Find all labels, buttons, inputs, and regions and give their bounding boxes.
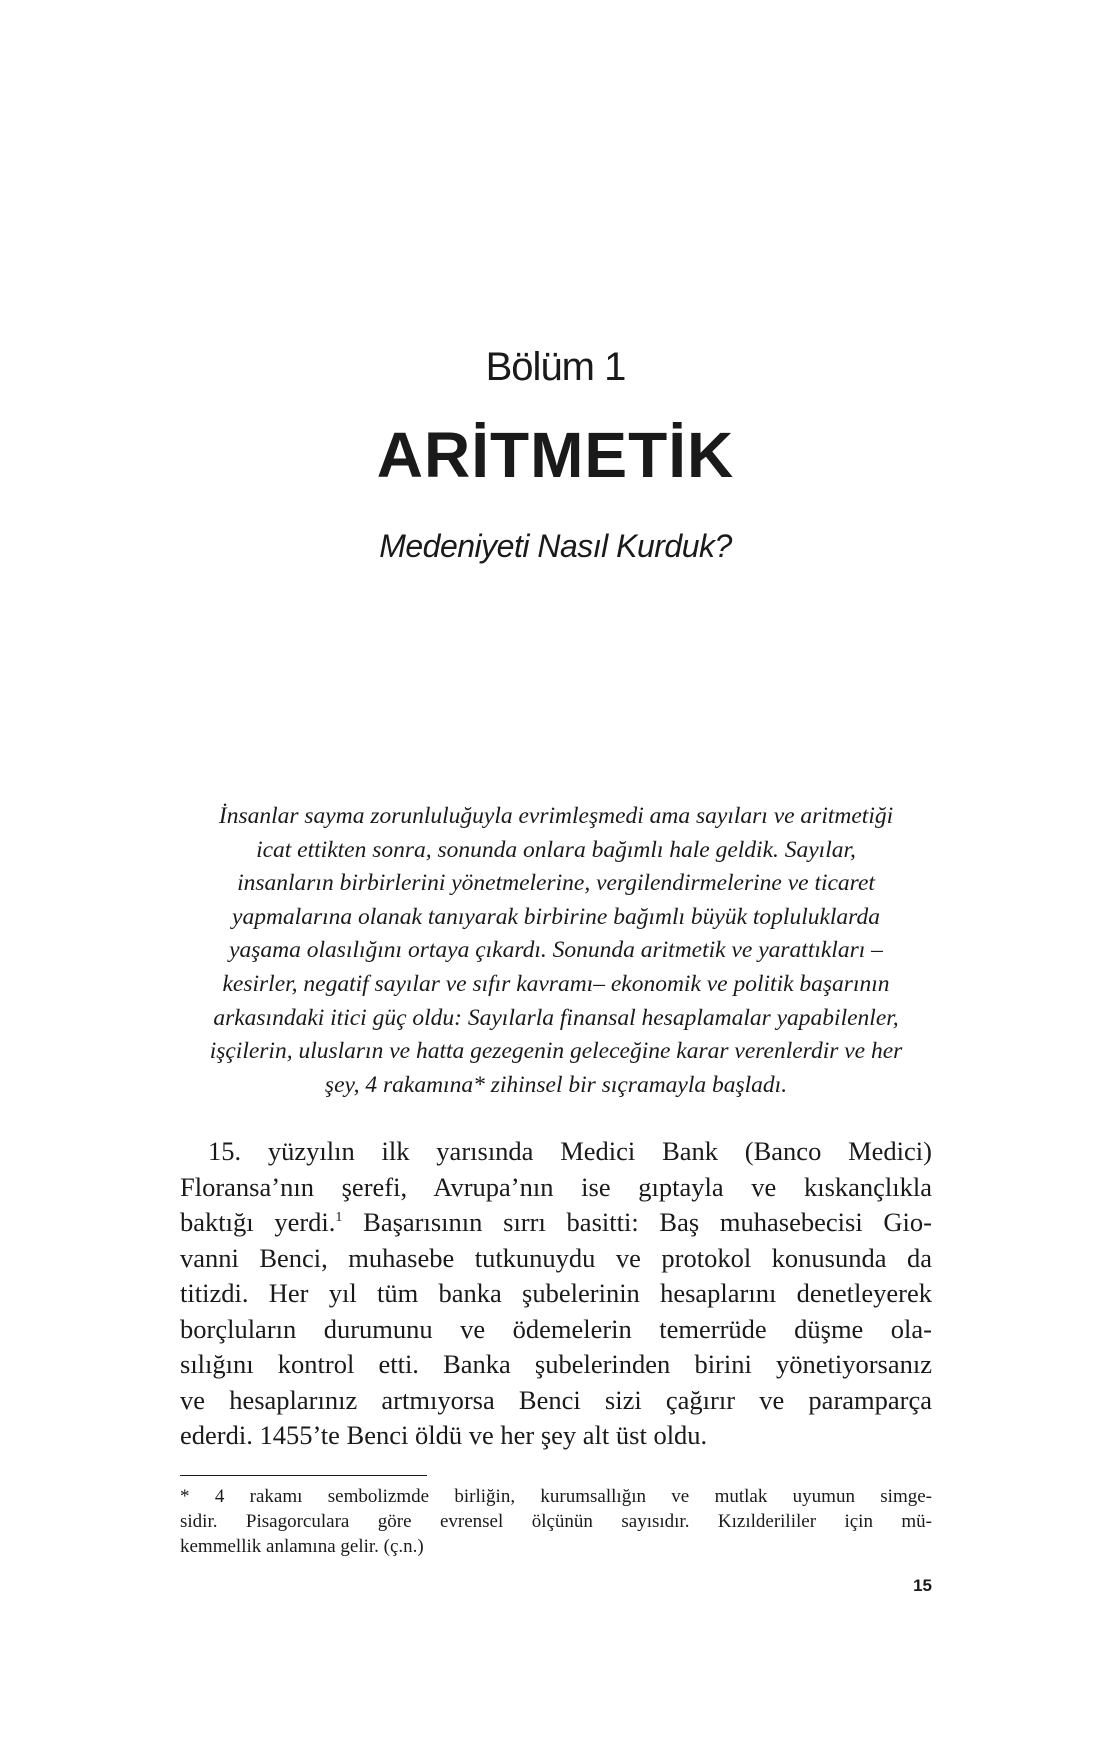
body-line: borçluların durumunu ve ödemelerin temerrüde düşme ola- [180, 1313, 932, 1344]
body-line: titizdi. Her yıl tüm banka şubelerinin hesaplarını denetleyerek [180, 1278, 932, 1308]
epigraph-line: yaşama olasılığını ortaya çıkardı. Sonunda aritmetik ve yarattıkları – [229, 937, 883, 964]
body-line: 15. yüzyılın ilk yarısında Medici Bank (Banco Medici) [208, 1136, 932, 1166]
body-line: ederdi. 1455’te Benci öldü ve her şey alt üst oldu. [180, 1420, 708, 1450]
footnote-line: kemmellik anlamına gelir. (ç.n.) [180, 1536, 424, 1557]
footnote-divider [180, 1475, 427, 1476]
body-line-segment: baktığı yerdi. [180, 1207, 336, 1237]
epigraph-line: şey, 4 rakamına* zihinsel bir sıçramayla başladı. [324, 1071, 788, 1098]
body-line-segment: Başarısının sırrı basitti: Baş muhasebecisi Gio- [342, 1207, 932, 1237]
body-line: ve hesaplarınız artmıyorsa Benci sizi çağırır ve paramparça [180, 1384, 932, 1415]
body-line: sılığını kontrol etti. Banka şubelerinden birini yönetiyorsanız [180, 1349, 932, 1379]
epigraph-line: kesirler, negatif sayılar ve sıfır kavramı– ekonomik ve politik başarının [222, 970, 890, 997]
epigraph-line: arkasındaki itici güç oldu: Sayılarla finansal hesaplamalar yapabilenler, [213, 1004, 899, 1031]
footnote [180, 1484, 932, 1559]
body-line: Floransa’nın şerefi, Avrupa’nın ise gıptayla ve kıskançlıkla [180, 1171, 932, 1202]
epigraph-line: icat ettikten sonra, sonunda onlara bağımlı hale geldik. Sayılar, [256, 836, 856, 863]
epigraph-line: insanların birbirlerini yönetmelerine, vergilendirmelerine ve ticaret [237, 870, 875, 897]
epigraph-line: İnsanlar sayma zorunluluğuyla evrimleşmedi ama sayıları ve aritmetiği [218, 803, 894, 829]
footnote-line: sidir. Pisagorculara göre evrensel ölçünün sayısıdır. Kızılderililer için mü- [180, 1511, 932, 1532]
footnote-line: * 4 rakamı sembolizmde birliğin, kurumsallığın ve mutlak uyumun simge- [180, 1486, 932, 1507]
footnote-reference[interactable]: 1 [335, 1210, 343, 1225]
epigraph-line: yapmalarına olanak tanıyarak birbirine bağımlı büyük topluluklarda [232, 903, 880, 930]
chapter-subtitle: Medeniyeti Nasıl Kurduk? [379, 528, 732, 564]
chapter-label: Bölüm 1 [485, 345, 626, 389]
epigraph-line: işçilerin, ulusların ve hatta gezegenin geleceğine karar verenlerdir ve her [209, 1038, 903, 1065]
body-line [180, 1205, 932, 1241]
body-paragraph [180, 1134, 932, 1454]
body-line: vanni Benci, muhasebe tutkunuydu ve protokol konusunda da [180, 1242, 932, 1273]
page-number: 15 [913, 1576, 932, 1595]
chapter-title: ARİTMETİK [376, 419, 735, 491]
epigraph [180, 800, 932, 1102]
